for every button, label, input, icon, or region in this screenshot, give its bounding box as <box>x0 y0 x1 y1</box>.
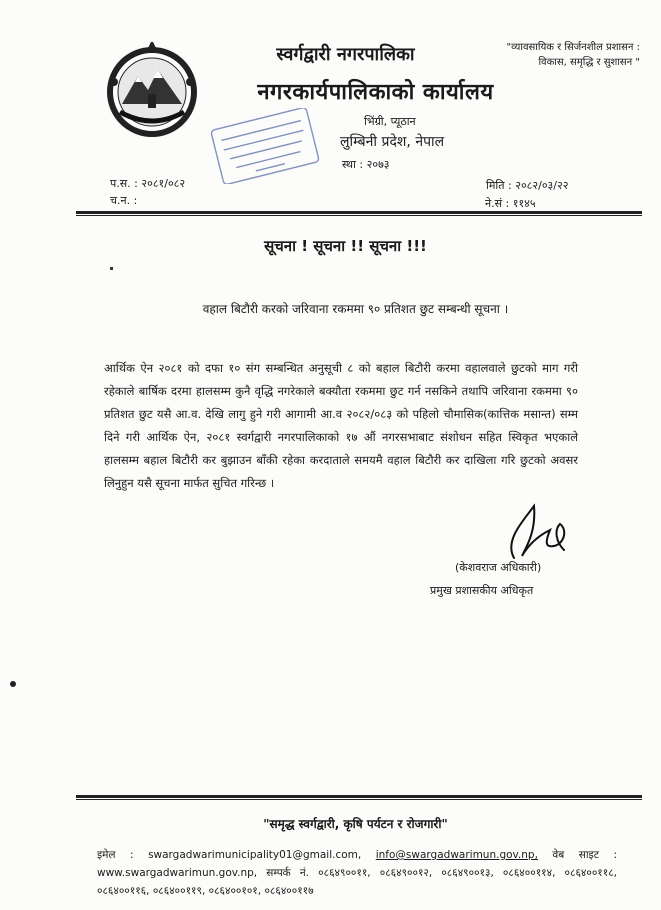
email-label: इमेल : <box>97 849 134 861</box>
municipality-name: स्वर्गद्वारी नगरपालिका <box>276 44 415 65</box>
header-divider-thin <box>76 215 642 216</box>
notice-body: आर्थिक ऐन २०८१ को दफा १० संग सम्बन्धित अनुसूची ८ को बहाल बिटौरी करमा वहालवाले छुटको माग गरी रहेकाले बार्षिक दरमा हालसम्म कुनै वृद्धि नगरेकाले बक्यौता रकममा छुट गर्न नसकिने तथापि जरिवाना रकममा ९० प्रतिशत छुट यसै आ.व. देखि लागु हुने गरी आगामी आ.व २०८२/०८३ को पहिलो चौमासिक(कात्तिक मसान्त) सम्म दिने गरी आर्थिक ऐन, २०८१ स्वर्गद्वारी नगरपालिकाको १७ औं नगरसभाबाट संशोधन सहित स्विकृत भएकाले हालसम्म बहाल बिटौरी कर बुझाउन बाँकी रहेका करदाताले समयमै वहाल बिटौरी कर दाखिला गरि छुटको अवसर लिनुहुन यसै सूचना मार्फत सुचित गरिन्छ । <box>104 361 578 490</box>
website-url[interactable]: www.swargadwarimun.gov.np, <box>97 867 258 879</box>
office-address: भिंग्री, प्यूठान <box>364 115 416 128</box>
header-divider <box>76 211 642 214</box>
website-label: वेब साइट : <box>552 849 618 861</box>
nepal-sambat-number: ने.सं : ११४५ <box>485 197 536 210</box>
office-name: नगरकार्यपालिकाको कार्यालय <box>257 80 494 105</box>
footer-divider-thin <box>76 799 642 800</box>
notice-heading: सूचना ! सूचना !! सूचना !!! <box>264 237 427 255</box>
slogan-line-2: विकास, समृद्धि र सुशासन " <box>538 57 640 68</box>
dispatch-number: च.न. : <box>110 194 138 207</box>
footer-slogan: "समृद्ध स्वर्गद्वारी, कृषि पर्यटन र रोजगारी" <box>263 817 448 831</box>
email-info-link[interactable]: info@swargadwarimun.gov.np, <box>375 849 538 861</box>
letterhead-slogan <box>490 40 640 70</box>
phone-label: सम्पर्क नं. <box>266 867 310 879</box>
slogan-line-1: "व्यावसायिक र सिर्जनशील प्रशासन : <box>506 42 640 53</box>
signer-title: प्रमुख प्रशासकीय अधिकृत <box>430 584 534 597</box>
notice-subject: वहाल बिटौरी करको जरिवाना रकममा ९० प्रतिशत छुट सम्बन्धी सूचना । <box>202 302 509 316</box>
letter-date: मिति : २०८२/०३/२२ <box>486 179 569 192</box>
letter-reference-number: प.स. : २०८१/०८२ <box>110 177 186 190</box>
signer-name: (केशवराज अधिकारी) <box>455 561 542 574</box>
scan-mark <box>110 267 113 270</box>
establishment-year: स्था : २०७३ <box>342 158 390 171</box>
contact-details <box>97 846 617 900</box>
email-primary[interactable]: swargadwarimunicipality01@gmail.com, <box>148 849 362 861</box>
phone-numbers: ०८६४९००११, ०८६४९००१२, ०८६४९००१३, ०८६४००११४, ०८६४००११८, ०८६४००११६, ०८६४००११९, ०८६४००१०१, ०८६४००११७ <box>97 867 618 897</box>
handwritten-signature <box>484 500 574 562</box>
province-name: लुम्बिनी प्रदेश, नेपाल <box>340 134 445 150</box>
office-stamp <box>210 108 320 184</box>
footer-divider <box>76 795 642 798</box>
scan-speck <box>10 681 16 687</box>
